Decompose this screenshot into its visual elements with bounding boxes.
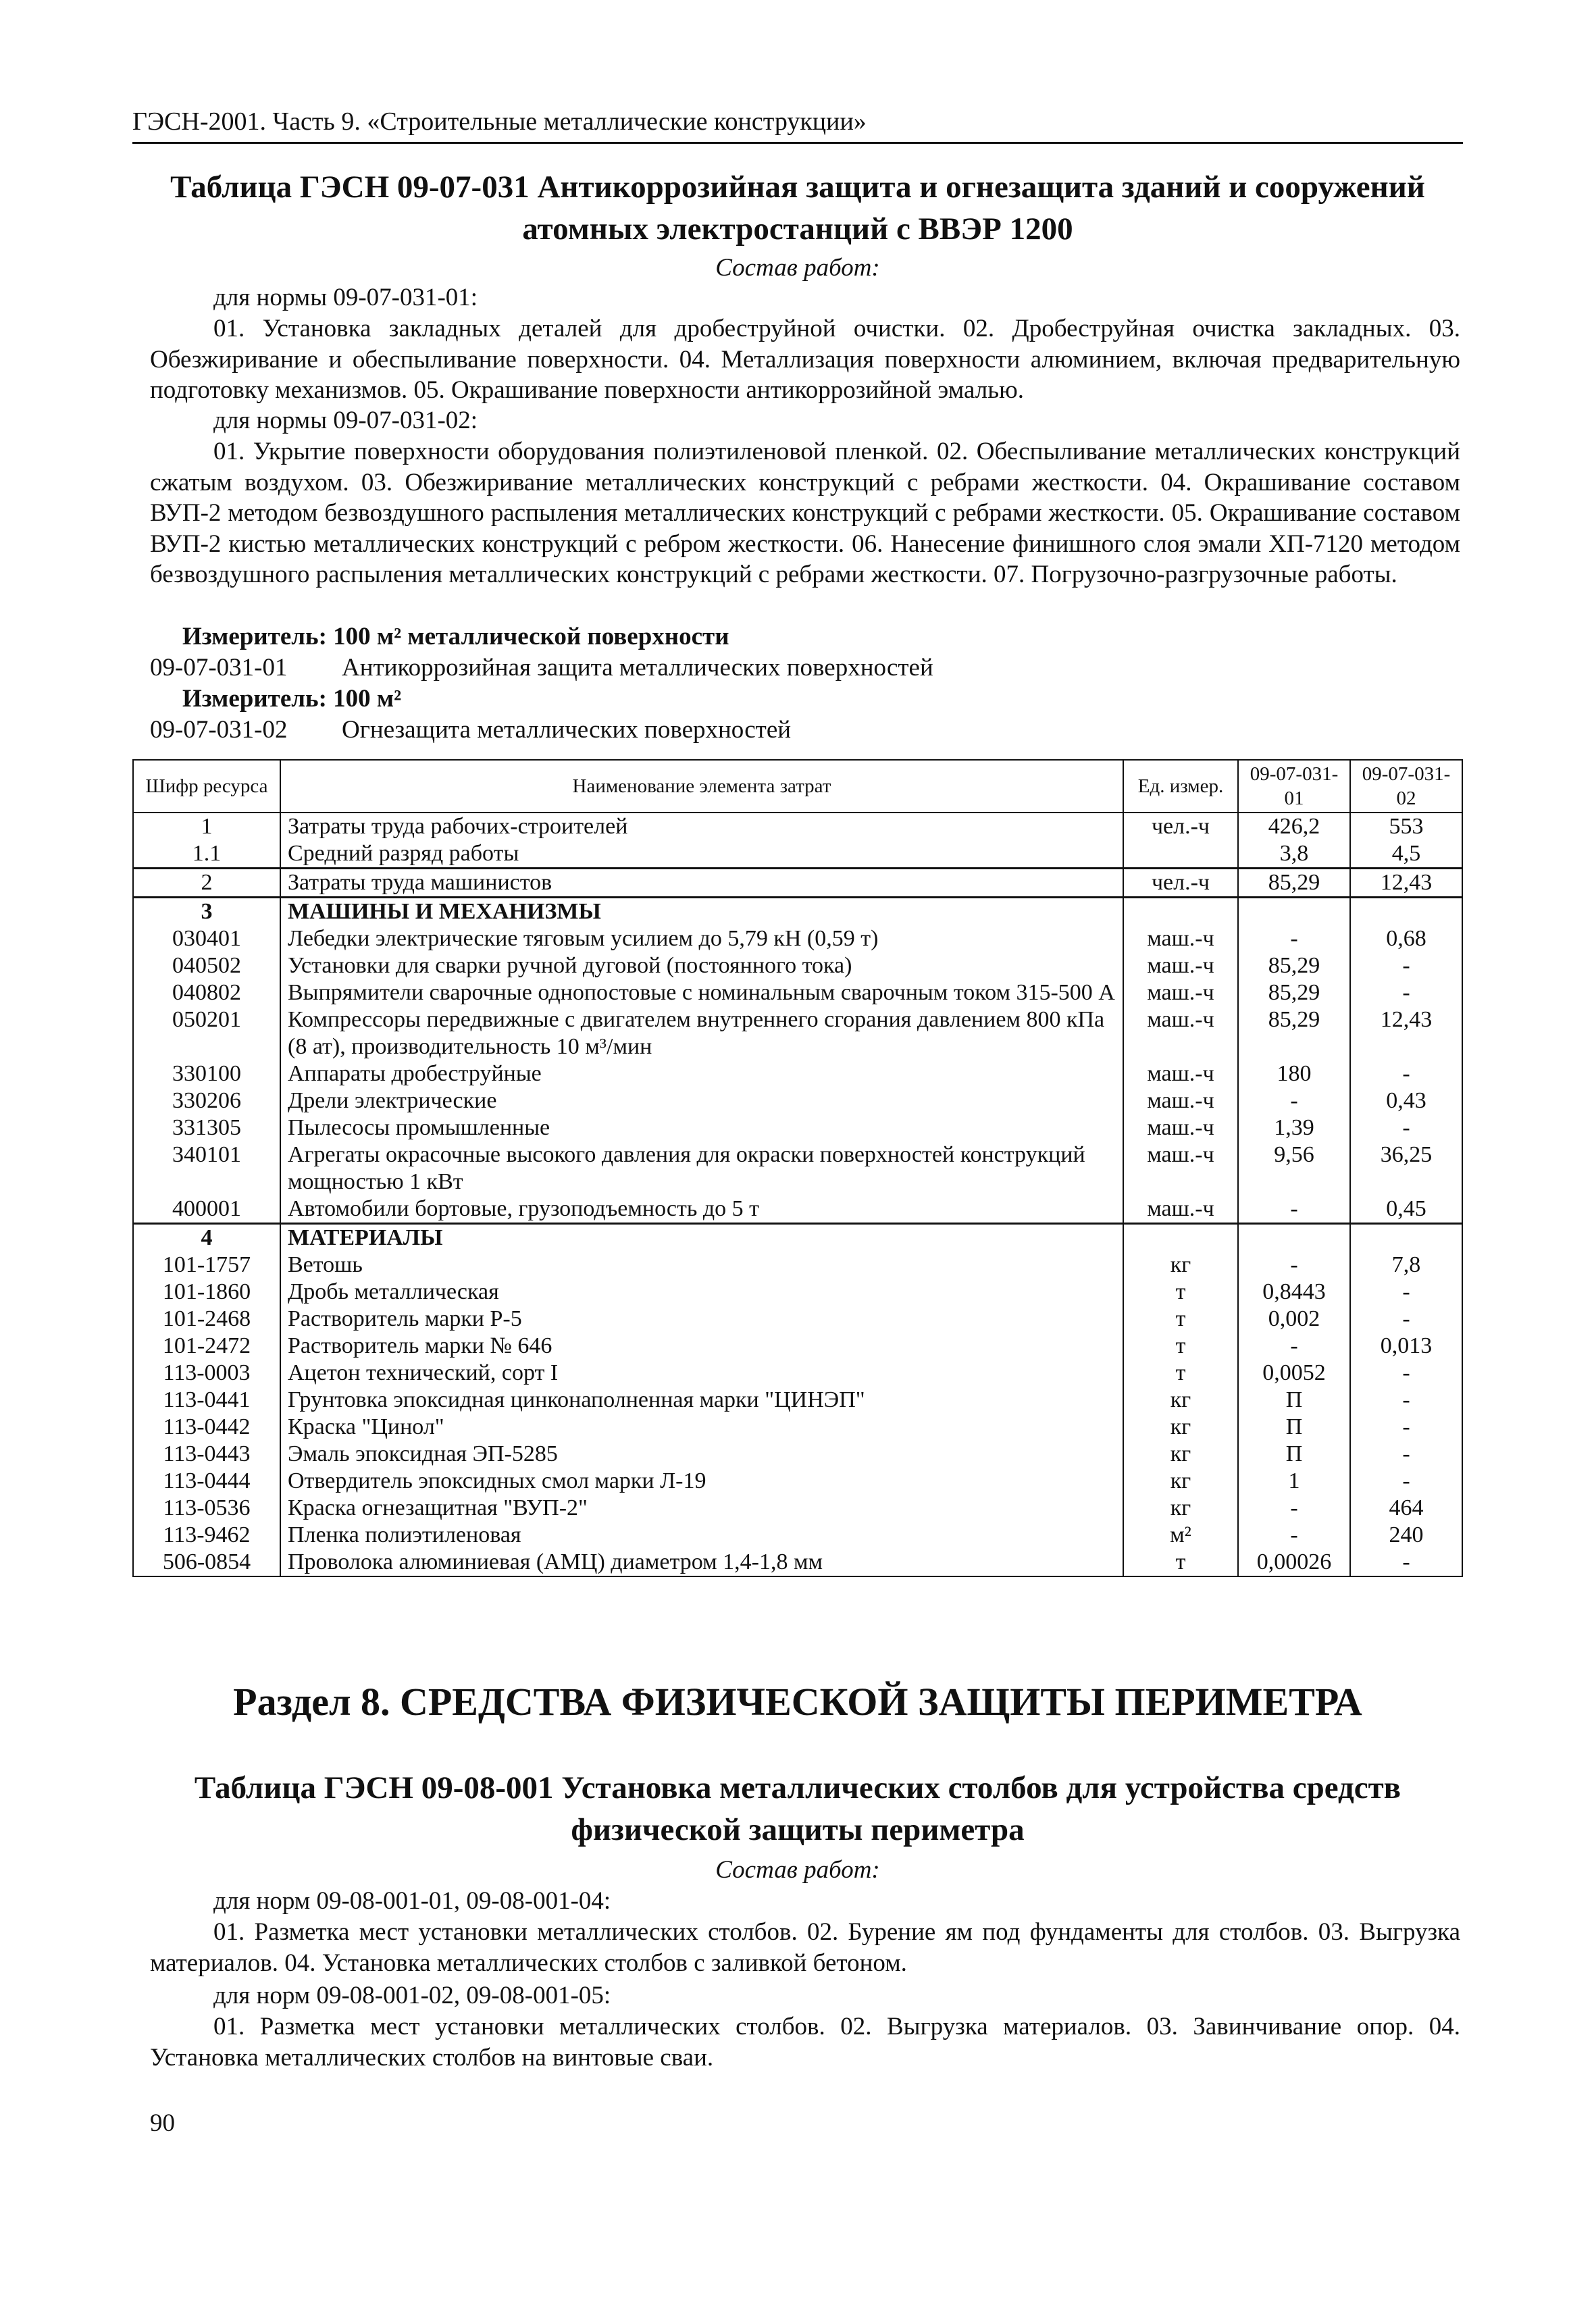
table-row — [133, 1306, 1462, 1333]
page-number: 90 — [150, 2109, 175, 2137]
cell-unit: т — [1123, 1306, 1238, 1333]
norms2-label: для норм 09-08-001-02, 09-08-001-05: — [213, 1982, 611, 2009]
cell-norm1-value: 85,29 — [1238, 869, 1350, 898]
norm1-row — [150, 652, 1460, 684]
cell-norm1-value — [1238, 1224, 1350, 1252]
table-row — [133, 925, 1462, 952]
norm2-row — [150, 715, 1460, 746]
cell-code: 101-1757 — [133, 1252, 280, 1279]
cell-norm1-value: 1 — [1238, 1468, 1350, 1495]
cell-norm2-value: 0,68 — [1350, 925, 1462, 952]
cell-name: Ацетон технический, сорт I — [280, 1360, 1123, 1387]
cell-norm2-value: 240 — [1350, 1522, 1462, 1549]
cell-norm2-value: 12,43 — [1350, 1006, 1462, 1060]
table-row — [133, 1252, 1462, 1279]
cell-norm1-value: - — [1238, 1195, 1350, 1224]
cell-norm2-value: 553 — [1350, 813, 1462, 840]
cell-code: 113-9462 — [133, 1522, 280, 1549]
table2-title-line2: физической защиты периметра — [571, 1812, 1025, 1847]
column-header-name: Наименование элемента затрат — [280, 760, 1123, 813]
cell-unit: кг — [1123, 1252, 1238, 1279]
table1-title-line1: Таблица ГЭСН 09-07-031 Антикоррозийная защита и огнезащита зданий и сооружений — [170, 170, 1425, 205]
cell-unit: чел.-ч — [1123, 869, 1238, 898]
table1-works-label: Состав работ: — [715, 254, 880, 282]
cell-code: 3 — [133, 898, 280, 926]
cell-unit: чел.-ч — [1123, 813, 1238, 840]
cell-code: 4 — [133, 1224, 280, 1252]
cell-name: Эмаль эпоксидная ЭП-5285 — [280, 1441, 1123, 1468]
cell-norm2-value: - — [1350, 1549, 1462, 1576]
cell-name: Затраты труда рабочих-строителей — [280, 813, 1123, 840]
cell-code: 030401 — [133, 925, 280, 952]
cell-code: 101-1860 — [133, 1279, 280, 1306]
cell-norm1-value: П — [1238, 1414, 1350, 1441]
cell-unit: м² — [1123, 1522, 1238, 1549]
cell-name: Затраты труда машинистов — [280, 869, 1123, 898]
column-header-unit: Ед. измер. — [1123, 760, 1238, 813]
cell-unit — [1123, 898, 1238, 926]
cell-norm1-value: 0,8443 — [1238, 1279, 1350, 1306]
norms1-label: для норм 09-08-001-01, 09-08-001-04: — [213, 1887, 611, 1915]
cell-norm1-value — [1238, 898, 1350, 926]
table-row — [133, 869, 1462, 898]
cell-name: Краска "Цинол" — [280, 1414, 1123, 1441]
cell-name: Растворитель марки № 646 — [280, 1333, 1123, 1360]
cell-unit: т — [1123, 1279, 1238, 1306]
cell-unit: кг — [1123, 1468, 1238, 1495]
table-row — [133, 1522, 1462, 1549]
cell-norm1-value: 0,0052 — [1238, 1360, 1350, 1387]
cell-code: 113-0441 — [133, 1387, 280, 1414]
cost-table-body — [133, 813, 1462, 1576]
cell-norm2-value — [1350, 1224, 1462, 1252]
cell-name: Лебедки электрические тяговым усилием до 5,79 кН (0,59 т) — [280, 925, 1123, 952]
cell-norm1-value: 3,8 — [1238, 840, 1350, 869]
cell-norm1-value: 426,2 — [1238, 813, 1350, 840]
cell-unit: маш.-ч — [1123, 1087, 1238, 1114]
cell-name: Автомобили бортовые, грузоподъемность до 5 т — [280, 1195, 1123, 1224]
cell-norm1-value: 1,39 — [1238, 1114, 1350, 1141]
norm2-name: Огнезащита металлических поверхностей — [342, 716, 792, 744]
table-row — [133, 1114, 1462, 1141]
cell-norm1-value: 85,29 — [1238, 952, 1350, 979]
cell-norm2-value: - — [1350, 1441, 1462, 1468]
column-header-norm2: 09-07-031-02 — [1350, 760, 1462, 813]
column-header-norm1: 09-07-031-01 — [1238, 760, 1350, 813]
cell-code: 330206 — [133, 1087, 280, 1114]
cell-name: Пылесосы промышленные — [280, 1114, 1123, 1141]
cell-norm2-value: - — [1350, 1360, 1462, 1387]
cell-code: 040502 — [133, 952, 280, 979]
norms1-works-text: 01. Разметка мест установки металлических столбов. 02. Бурение ям под фундаменты для столбов. 03. Выгрузка материалов. 04. Установка металлических столбов с заливкой бетоном. — [150, 1918, 1460, 1977]
cell-name: Выпрямители сварочные однопостовые с номинальным сварочным током 315-500 А — [280, 979, 1123, 1006]
measure1: Измеритель: 100 м² металлической поверхности — [182, 623, 729, 650]
cell-norm2-value: - — [1350, 1114, 1462, 1141]
table1-title-line2: атомных электростанций с ВВЭР 1200 — [522, 211, 1073, 247]
cell-norm2-value: - — [1350, 952, 1462, 979]
cell-unit: маш.-ч — [1123, 1006, 1238, 1060]
cell-code: 113-0536 — [133, 1495, 280, 1522]
cell-unit: т — [1123, 1549, 1238, 1576]
cell-unit: маш.-ч — [1123, 952, 1238, 979]
table-row — [133, 1060, 1462, 1087]
norm1-works-text: 01. Установка закладных деталей для дробеструйной очистки. 02. Дробеструйная очистка закладных. 03. Обезжиривание и обеспыливание поверхности. 04. Металлизация поверхности алюминием, включая предварительную подготовку механизмов. 05. Окрашивание поверхности антикоррозийной эмалью. — [150, 315, 1460, 404]
cell-name: Проволока алюминиевая (АМЦ) диаметром 1,4-1,8 мм — [280, 1549, 1123, 1576]
cell-norm2-value: - — [1350, 1414, 1462, 1441]
table-row — [133, 1195, 1462, 1224]
cell-name: Компрессоры передвижные с двигателем внутреннего сгорания давлением 800 кПа (8 ат), производительность 10 м³/мин — [280, 1006, 1123, 1060]
cell-norm1-value: - — [1238, 1522, 1350, 1549]
cell-unit: кг — [1123, 1387, 1238, 1414]
cell-name: Средний разряд работы — [280, 840, 1123, 869]
cell-code: 101-2468 — [133, 1306, 280, 1333]
cell-norm2-value: - — [1350, 1306, 1462, 1333]
table-row — [133, 1549, 1462, 1576]
cell-unit: маш.-ч — [1123, 1060, 1238, 1087]
cell-norm2-value: - — [1350, 1468, 1462, 1495]
running-header: ГЭСН-2001. Часть 9. «Строительные металлические конструкции» — [132, 104, 1463, 144]
norm1-label: для нормы 09-07-031-01: — [213, 284, 478, 311]
table-row — [133, 1360, 1462, 1387]
cell-name: Растворитель марки Р-5 — [280, 1306, 1123, 1333]
cell-norm2-value: 4,5 — [1350, 840, 1462, 869]
table-row — [133, 1333, 1462, 1360]
cell-name: Пленка полиэтиленовая — [280, 1522, 1123, 1549]
table-row — [133, 1087, 1462, 1114]
cell-name: МАШИНЫ И МЕХАНИЗМЫ — [280, 898, 1123, 926]
cell-unit: маш.-ч — [1123, 1114, 1238, 1141]
cell-unit — [1123, 840, 1238, 869]
column-header-code: Шифр ресурса — [133, 760, 280, 813]
cell-name: Ветошь — [280, 1252, 1123, 1279]
cell-code: 1 — [133, 813, 280, 840]
cell-norm1-value: 85,29 — [1238, 979, 1350, 1006]
norms2-works-text: 01. Разметка мест установки металлических столбов. 02. Выгрузка материалов. 03. Завинчивание опор. 04. Установка металлических столбов на винтовые сваи. — [150, 2013, 1460, 2072]
cell-norm1-value: 9,56 — [1238, 1141, 1350, 1195]
table-row — [133, 979, 1462, 1006]
cell-code: 040802 — [133, 979, 280, 1006]
cell-unit: кг — [1123, 1495, 1238, 1522]
cell-norm2-value: 0,013 — [1350, 1333, 1462, 1360]
table-row — [133, 813, 1462, 840]
cell-name: Дробь металлическая — [280, 1279, 1123, 1306]
cell-norm1-value: 0,00026 — [1238, 1549, 1350, 1576]
cell-code: 330100 — [133, 1060, 280, 1087]
norm2-label: для нормы 09-07-031-02: — [213, 407, 478, 434]
cell-unit: т — [1123, 1333, 1238, 1360]
cell-code: 113-0443 — [133, 1441, 280, 1468]
table-row — [133, 898, 1462, 926]
cell-code: 113-0003 — [133, 1360, 280, 1387]
cell-norm2-value: 0,43 — [1350, 1087, 1462, 1114]
cell-unit: кг — [1123, 1441, 1238, 1468]
norm1-code: 09-07-031-01 — [150, 654, 288, 682]
table-row — [133, 1441, 1462, 1468]
cell-name: МАТЕРИАЛЫ — [280, 1224, 1123, 1252]
norm1-name: Антикоррозийная защита металлических поверхностей — [342, 654, 933, 682]
cell-unit: маш.-ч — [1123, 1141, 1238, 1195]
cell-norm1-value: - — [1238, 1087, 1350, 1114]
norm2-code: 09-07-031-02 — [150, 716, 288, 744]
cell-norm1-value: - — [1238, 925, 1350, 952]
cell-norm1-value: - — [1238, 1252, 1350, 1279]
table2-works-label: Состав работ: — [715, 1856, 880, 1884]
cell-name: Краска огнезащитная "ВУП-2" — [280, 1495, 1123, 1522]
table-row — [133, 1468, 1462, 1495]
table-row — [133, 840, 1462, 869]
table-row — [133, 1387, 1462, 1414]
cell-norm2-value: - — [1350, 1279, 1462, 1306]
norm2-works-text: 01. Укрытие поверхности оборудования полиэтиленовой пленкой. 02. Обеспыливание металлических конструкций сжатым воздухом. 03. Обезжиривание металлических конструкций с ребрами жесткости. 04. Окрашивание составом ВУП-2 методом безвоздушного распыления металлических конструкций с ребрами жесткости. 05. Окрашивание составом ВУП-2 кистью металлических конструкций с ребром жесткости. 06. Нанесение финишного слоя эмали ХП-7120 методом безвоздушного распыления металлических конструкций с ребрами жесткости. 07. Погрузочно-разгрузочные работы. — [150, 438, 1460, 588]
cell-unit — [1123, 1224, 1238, 1252]
cell-code: 2 — [133, 869, 280, 898]
cell-norm2-value: 36,25 — [1350, 1141, 1462, 1195]
cell-norm2-value: 7,8 — [1350, 1252, 1462, 1279]
cell-norm2-value — [1350, 898, 1462, 926]
table-row — [133, 1224, 1462, 1252]
table2-title-line1: Таблица ГЭСН 09-08-001 Установка металлических столбов для устройства средств — [194, 1770, 1401, 1805]
cell-norm1-value: 180 — [1238, 1060, 1350, 1087]
cell-norm2-value: - — [1350, 1060, 1462, 1087]
cell-norm1-value: 85,29 — [1238, 1006, 1350, 1060]
cell-norm2-value: - — [1350, 1387, 1462, 1414]
cell-name: Агрегаты окрасочные высокого давления для окраски поверхностей конструкций мощностью 1 кВт — [280, 1141, 1123, 1195]
cell-unit: маш.-ч — [1123, 925, 1238, 952]
cell-code: 340101 — [133, 1141, 280, 1195]
cell-code: 506-0854 — [133, 1549, 280, 1576]
cell-name: Дрели электрические — [280, 1087, 1123, 1114]
table-row — [133, 952, 1462, 979]
cell-unit: кг — [1123, 1414, 1238, 1441]
table-row — [133, 1006, 1462, 1060]
cell-norm1-value: - — [1238, 1333, 1350, 1360]
cell-norm2-value: 0,45 — [1350, 1195, 1462, 1224]
cell-name: Грунтовка эпоксидная цинконаполненная марки "ЦИНЭП" — [280, 1387, 1123, 1414]
cell-code: 331305 — [133, 1114, 280, 1141]
cell-code: 050201 — [133, 1006, 280, 1060]
table-row — [133, 1279, 1462, 1306]
cell-norm1-value: П — [1238, 1387, 1350, 1414]
cell-code: 101-2472 — [133, 1333, 280, 1360]
cell-code: 113-0442 — [133, 1414, 280, 1441]
measure2: Измеритель: 100 м² — [182, 685, 402, 713]
cell-norm1-value: П — [1238, 1441, 1350, 1468]
cell-code: 113-0444 — [133, 1468, 280, 1495]
cell-norm2-value: - — [1350, 979, 1462, 1006]
cell-norm1-value: 0,002 — [1238, 1306, 1350, 1333]
cell-name: Установки для сварки ручной дуговой (постоянного тока) — [280, 952, 1123, 979]
table-row — [133, 1141, 1462, 1195]
cell-code: 400001 — [133, 1195, 280, 1224]
cell-name: Аппараты дробеструйные — [280, 1060, 1123, 1087]
cell-unit: маш.-ч — [1123, 1195, 1238, 1224]
cell-code: 1.1 — [133, 840, 280, 869]
table-row — [133, 1414, 1462, 1441]
cell-unit: маш.-ч — [1123, 979, 1238, 1006]
table-header-row — [133, 760, 1462, 813]
cell-norm1-value: - — [1238, 1495, 1350, 1522]
cost-table — [132, 759, 1463, 1577]
cell-name: Отвердитель эпоксидных смол марки Л-19 — [280, 1468, 1123, 1495]
cell-norm2-value: 464 — [1350, 1495, 1462, 1522]
cell-unit: т — [1123, 1360, 1238, 1387]
table-row — [133, 1495, 1462, 1522]
section-8-title: Раздел 8. СРЕДСТВА ФИЗИЧЕСКОЙ ЗАЩИТЫ ПЕРИМЕТРА — [233, 1680, 1362, 1724]
cell-norm2-value: 12,43 — [1350, 869, 1462, 898]
